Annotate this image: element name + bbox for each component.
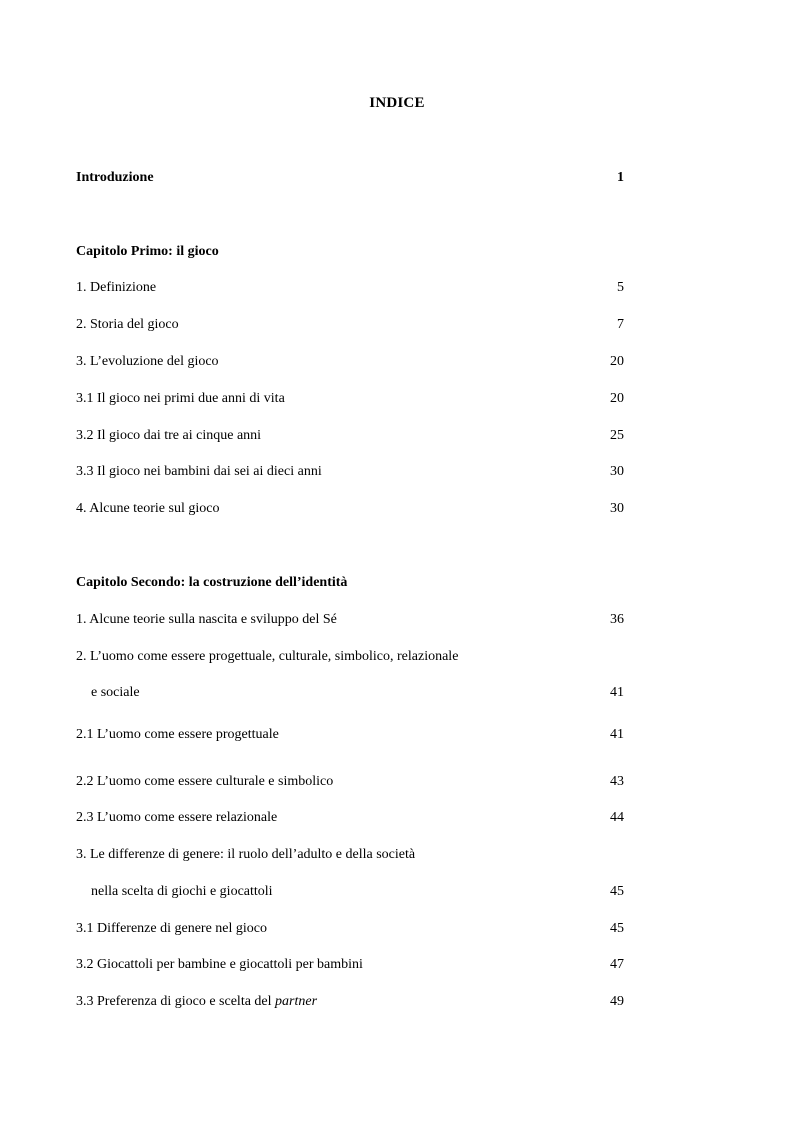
toc-entry[interactable] (76, 725, 624, 745)
toc-entry-page-number: 45 (610, 921, 624, 936)
toc-entry-page-number: 44 (610, 810, 624, 825)
toc-entry[interactable] (76, 352, 624, 372)
toc-entry-page-number: 41 (610, 727, 624, 742)
toc-entry-page-number: 45 (610, 884, 624, 899)
chapter-heading-capitolo-secondo (76, 573, 624, 593)
toc-entry-label: 2.2 L’uomo come essere culturale e simbolico (76, 774, 334, 789)
toc-entry[interactable] (76, 610, 624, 630)
toc-entry-page-number: 30 (610, 501, 624, 516)
toc-entry-continuation[interactable] (76, 882, 624, 902)
toc-entry-page-number: 20 (610, 354, 624, 369)
toc-entry-label: Introduzione (76, 170, 154, 185)
toc-entry-introduzione[interactable] (76, 168, 624, 188)
toc-entry[interactable] (76, 315, 624, 335)
toc-entry-continuation[interactable] (76, 683, 624, 703)
toc-entry-label: 3.2 Il gioco dai tre ai cinque anni (76, 428, 262, 443)
toc-entry-label (76, 992, 317, 1012)
toc-entry-label: 3. L’evoluzione del gioco (76, 354, 219, 369)
chapter-heading-label: Capitolo Secondo: la costruzione dell’identità (76, 575, 348, 590)
toc-entry-label: 3. Le differenze di genere: il ruolo dell’adulto e della società (76, 847, 416, 862)
chapter-heading-label: Capitolo Primo: il gioco (76, 244, 219, 259)
toc-entry[interactable] (76, 808, 624, 828)
toc-entry-page-number: 25 (610, 428, 624, 443)
toc-entry-page-number: 43 (610, 774, 624, 789)
toc-entry-label-italic: partner (275, 994, 318, 1009)
toc-entry-label: 1. Alcune teorie sulla nascita e sviluppo del Sé (76, 612, 337, 627)
toc-entry-page-number: 41 (610, 685, 624, 700)
toc-entry[interactable] (76, 647, 624, 667)
toc-entry-label: nella scelta di giochi e giocattoli (91, 884, 273, 899)
toc-entry-page-number: 30 (610, 464, 624, 479)
toc-entry-page-number: 36 (610, 612, 624, 627)
toc-entry-label: 2. L’uomo come essere progettuale, culturale, simbolico, relazionale (76, 649, 459, 664)
toc-entry[interactable] (76, 462, 624, 482)
toc-entry[interactable] (76, 919, 624, 939)
toc-entry-label: 3.1 Differenze di genere nel gioco (76, 921, 267, 936)
toc-entry-label: 3.1 Il gioco nei primi due anni di vita (76, 391, 285, 406)
toc-entry-page-number: 47 (610, 957, 624, 972)
toc-entry[interactable] (76, 955, 624, 975)
page-title: INDICE (369, 95, 425, 111)
toc-entry-page-number: 7 (617, 317, 624, 332)
toc-entry[interactable] (76, 845, 624, 865)
toc-entry-label: 2. Storia del gioco (76, 317, 179, 332)
toc-entry-page-number: 49 (610, 994, 624, 1009)
toc-entry[interactable] (76, 772, 624, 792)
toc-entry-page-number: 5 (617, 280, 624, 295)
toc-entry-page-number: 1 (617, 170, 624, 185)
toc-entry[interactable] (76, 426, 624, 446)
toc-entry-label: 3.2 Giocattoli per bambine e giocattoli per bambini (76, 957, 363, 972)
chapter-heading-capitolo-primo (76, 242, 624, 262)
toc-entry-label: 1. Definizione (76, 280, 157, 295)
toc-entry-label: e sociale (91, 685, 140, 700)
toc-entry[interactable] (76, 278, 624, 298)
toc-entry-label: 3.3 Il gioco nei bambini dai sei ai dieci anni (76, 464, 322, 479)
toc-entry[interactable] (76, 389, 624, 409)
toc-entry[interactable] (76, 499, 624, 519)
toc-entry-label: 4. Alcune teorie sul gioco (76, 501, 220, 516)
toc-entry[interactable] (76, 992, 624, 1012)
toc-entry-page-number: 20 (610, 391, 624, 406)
toc-entry-label: 2.1 L’uomo come essere progettuale (76, 727, 279, 742)
toc-entry-label-text: 3.3 Preferenza di gioco e scelta del (76, 994, 276, 1009)
toc-entry-label: 2.3 L’uomo come essere relazionale (76, 810, 278, 825)
